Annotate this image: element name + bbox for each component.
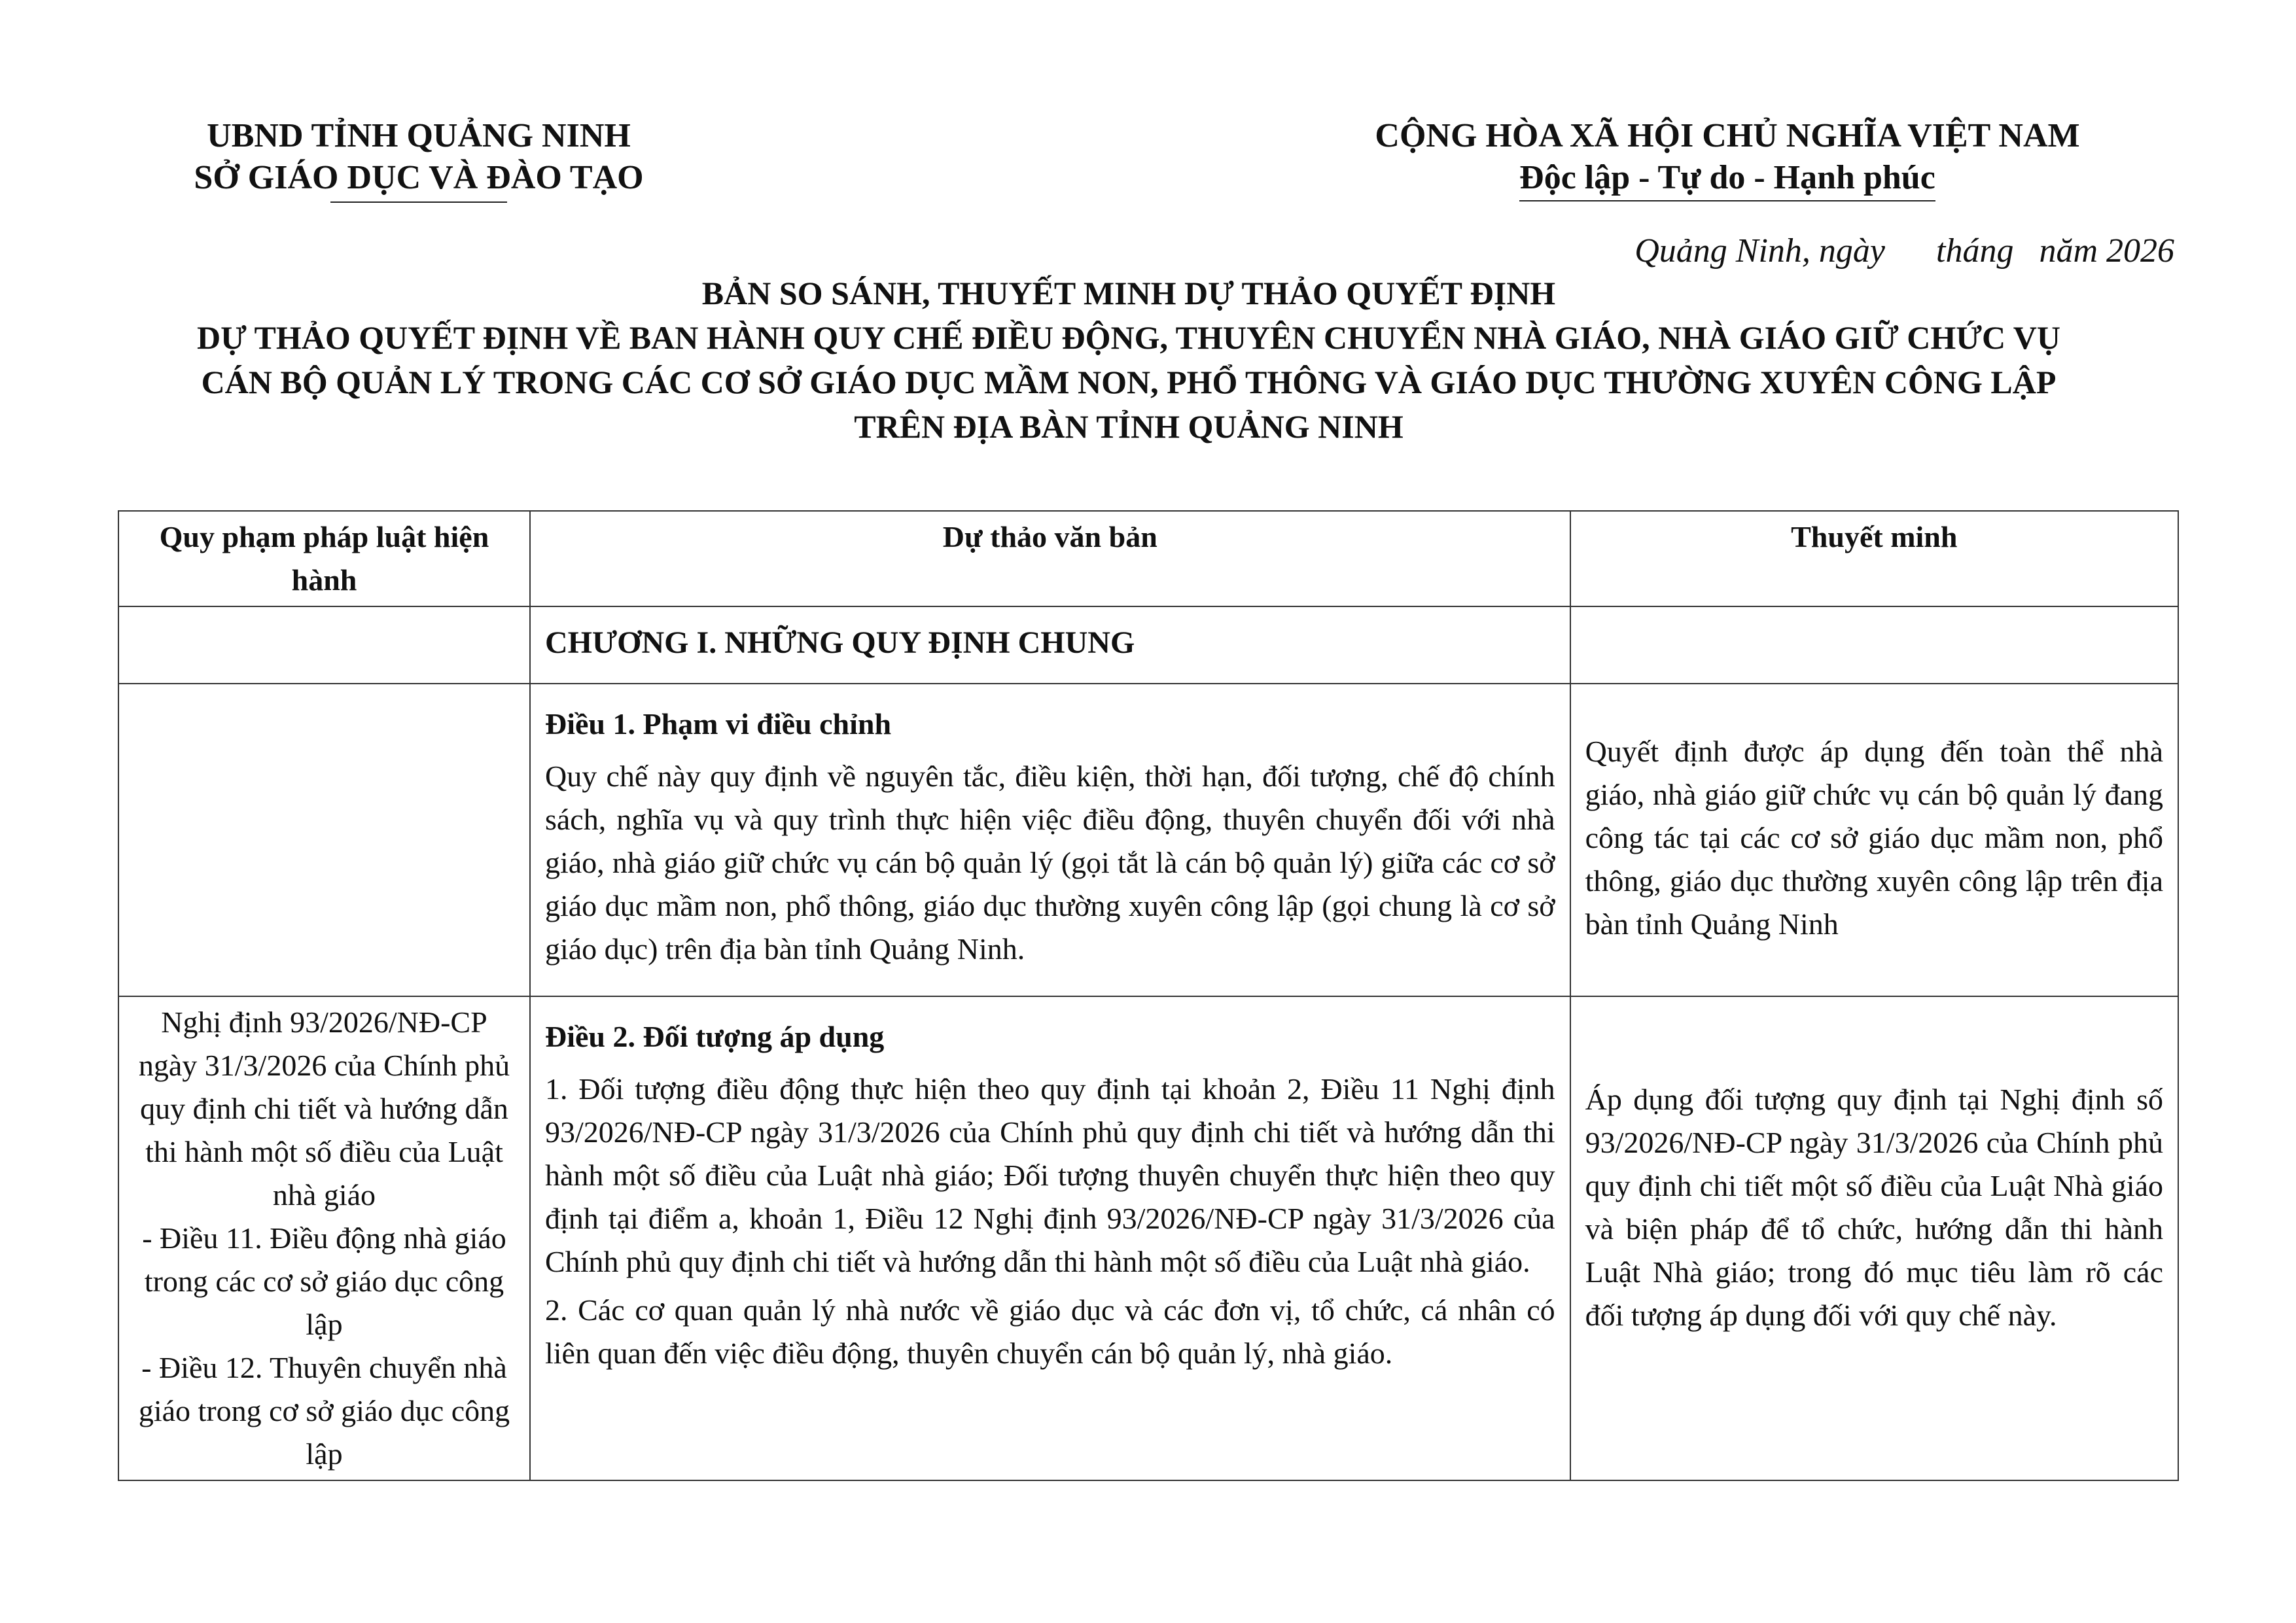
agency-name-line2: SỞ GIÁO DỤC VÀ ĐÀO TẠO (194, 159, 644, 196)
table-header-row (118, 511, 2178, 606)
title-line3: CÁN BỘ QUẢN LÝ TRONG CÁC CƠ SỞ GIÁO DỤC MẦM NON, PHỔ THÔNG VÀ GIÁO DỤC THƯỜNG XUYÊN CÔNG LẬP (201, 364, 2057, 400)
article2-para1: 1. Đối tượng điều động thực hiện theo quy định tại khoản 2, Điều 11 Nghị định 93/2026/NĐ-CP ngày 31/3/2026 của Chính phủ quy định chi tiết và hướng dẫn thi hành một số điều của Luật nhà giáo; Đối tượng thuyên chuyển thực hiện theo quy định tại điểm a, khoản 1, Điều 12 Nghị định 93/2026/NĐ-CP ngày 31/3/2026 của Chính phủ quy định chi tiết và hướng dẫn thi hành một số điều của Luật nhà giáo. (544, 1072, 1555, 1278)
title-line4: TRÊN ĐỊA BÀN TỈNH QUẢNG NINH (854, 408, 1404, 445)
chapter-explanation-cell (1570, 606, 2178, 684)
article1-explanation-cell (1570, 684, 2178, 996)
national-motto: Độc lập - Tự do - Hạnh phúc (1519, 157, 1935, 201)
comparison-table (118, 510, 2179, 1481)
article1-title: Điều 1. Phạm vi điều chỉnh (544, 707, 892, 741)
article2-explanation: Áp dụng đối tượng quy định tại Nghị định số 93/2026/NĐ-CP ngày 31/3/2026 của Chính phủ quy định chi tiết một số điều của Luật Nhà giáo và biện pháp để tổ chức, hướng dẫn thi hành Luật Nhà giáo; trong đó mục tiêu làm rõ các đối tượng áp dụng đối với quy chế này. (1585, 1083, 2163, 1332)
chapter-heading: CHƯƠNG I. NHỮNG QUY ĐỊNH CHUNG (530, 606, 1570, 684)
agency-underline (330, 201, 507, 203)
article1-legal-cell (118, 684, 530, 996)
article1-draft-cell (530, 684, 1570, 996)
article1-explanation: Quyết định được áp dụng đến toàn thể nhà giáo, nhà giáo giữ chức vụ cán bộ quản lý đang công tác tại các cơ sở giáo dục mầm non, phổ thông, giáo dục thường xuyên công lập trên địa bàn tỉnh Quảng Ninh (1585, 735, 2163, 941)
dateline: Quảng Ninh, ngày tháng năm 2026 (1634, 232, 2174, 270)
issuing-agency-block (150, 115, 687, 203)
legal-basis: Nghị định 93/2026/NĐ-CP ngày 31/3/2026 của Chính phủ quy định chi tiết và hướng dẫn thi hành một số điều của Luật nhà giáo (138, 1005, 510, 1212)
document-title (98, 271, 2159, 449)
title-line2: DỰ THẢO QUYẾT ĐỊNH VỀ BAN HÀNH QUY CHẾ ĐIỀU ĐỘNG, THUYÊN CHUYỂN NHÀ GIÁO, NHÀ GIÁO GIỮ CHỨC VỤ (197, 319, 2060, 356)
table-row-article2 (118, 996, 2178, 1480)
article2-explanation-cell (1570, 996, 2178, 1480)
article2-draft-cell (530, 996, 1570, 1480)
header-current-law: Quy phạm pháp luật hiện hành (118, 511, 530, 606)
nation-name: CỘNG HÒA XÃ HỘI CHỦ NGHĨA VIỆT NAM (1375, 117, 2080, 154)
title-line1: BẢN SO SÁNH, THUYẾT MINH DỰ THẢO QUYẾT ĐỊNH (701, 275, 1556, 311)
article2-para2: 2. Các cơ quan quản lý nhà nước về giáo dục và các đơn vị, tổ chức, cá nhân có liên quan đến việc điều động, thuyên chuyển cán bộ quản lý, nhà giáo. (544, 1293, 1555, 1370)
legal-item-article12: - Điều 12. Thuyên chuyển nhà giáo trong cơ sở giáo dục công lập (138, 1351, 510, 1471)
legal-item-article11: - Điều 11. Điều động nhà giáo trong các cơ sở giáo dục công lập (142, 1221, 506, 1341)
table-row-article1 (118, 684, 2178, 996)
header-explanation: Thuyết minh (1570, 511, 2178, 606)
agency-name-line1: UBND TỈNH QUẢNG NINH (207, 117, 631, 154)
article1-text: Quy chế này quy định về nguyên tắc, điều kiện, thời hạn, đối tượng, chế độ chính sách, nghĩa vụ và quy trình thực hiện việc điều động, thuyên chuyển đối với nhà giáo, nhà giáo giữ chức vụ cán bộ quản lý (gọi tắt là cán bộ quản lý) giữa các cơ sở giáo dục mầm non, phổ thông, giáo dục thường xuyên công lập (gọi chung là cơ sở giáo dục) trên địa bàn tỉnh Quảng Ninh. (544, 759, 1555, 966)
national-motto-block (1309, 115, 2146, 201)
article2-legal-cell (118, 996, 530, 1480)
header-draft-text: Dự thảo văn bản (530, 511, 1570, 606)
table-row-chapter (118, 606, 2178, 684)
article2-title: Điều 2. Đối tượng áp dụng (544, 1020, 885, 1053)
chapter-legal-cell (118, 606, 530, 684)
